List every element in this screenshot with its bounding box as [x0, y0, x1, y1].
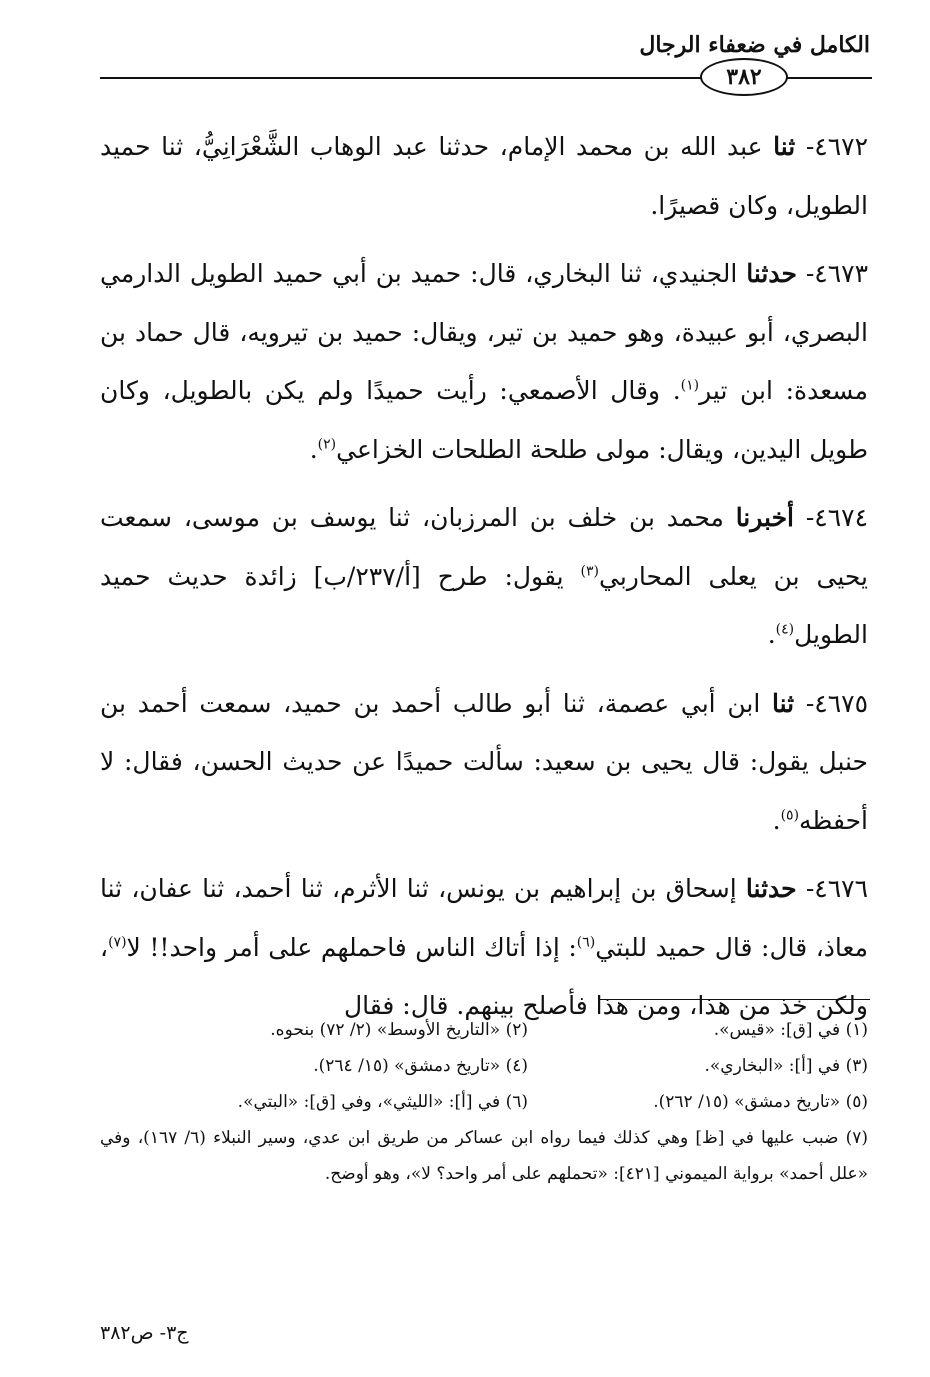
entry-number: ٤٦٧٤- — [805, 503, 868, 532]
footnote-ref: (٢) — [317, 436, 337, 453]
footnote-6: (٦) في [أ]: «الليثي»، وفي [ق]: «البتي». — [237, 1092, 528, 1112]
entry-lead-word: ثنا — [771, 688, 795, 718]
entry-4676 — [100, 860, 868, 1036]
entry-text: الجنيدي، ثنا البخاري، قال: حميد بن أبي حميد الطويل الدارمي البصري، أبو عبيدة، وهو حميد بن تير، ويقال: حميد بن تيرويه، قال حماد بن مسعدة: ابن تير — [100, 259, 868, 405]
footnote-row — [100, 1012, 868, 1048]
footnote-5: (٥) «تاريخ دمشق» (١٥/ ٢٦٢). — [653, 1092, 868, 1112]
footnote-4: (٤) «تاريخ دمشق» (١٥/ ٢٦٤). — [313, 1056, 528, 1076]
footnote-row — [100, 1048, 868, 1084]
entry-text: محمد بن خلف بن المرزبان، ثنا يوسف بن موسى، سمعت يحيى بن يعلى المحاربي — [100, 503, 869, 591]
footnote-row — [100, 1084, 868, 1120]
entry-text: ، ولكن خذ من هذا، ومن هذا فأصلح بينهم. قال: فقال — [100, 932, 868, 1020]
footnote-ref: (٣) — [580, 563, 599, 580]
entry-4674 — [100, 489, 868, 665]
main-text — [100, 118, 868, 1046]
entry-text: . وقال الأصمعي: رأيت حميدًا ولم يكن بالطويل، وكان طويل اليدين، ويقال: مولى طلحة الطلحات الخزاعي — [100, 376, 868, 464]
entry-text: . — [767, 620, 776, 649]
entry-number: ٤٦٧٥- — [805, 688, 868, 718]
footnote-7: (٧) ضبب عليها في [ظ] وهي كذلك فيما رواه ابن عساكر من طريق ابن عدي، وسير النبلاء (٦/ ١٦٧)، وفي «علل أحمد» برواية الميموني [٤٢١]: «تحملهم على أمر واحد؟ لا»، وهو أوضح. — [100, 1128, 868, 1184]
entry-lead-word: حدثنا — [745, 874, 797, 903]
footnote-ref: (٧) — [108, 934, 127, 951]
entry-number: ٤٦٧٦- — [805, 874, 868, 903]
footnote-1: (١) في [ق]: «قيس». — [713, 1020, 868, 1040]
entry-text: عبد الله بن محمد الإمام، حدثنا عبد الوهاب الشَّعْرَانِيُّ، ثنا حميد الطويل، وكان قصيرًا. — [100, 132, 868, 220]
running-title: الكامل في ضعفاء الرجال — [639, 32, 870, 58]
entry-lead-word: أخبرنا — [735, 503, 795, 532]
volume-page-signature: ج٣- ص٣٨٢ — [100, 1322, 189, 1344]
entry-text: إسحاق بن إبراهيم بن يونس، ثنا الأثرم، ثنا أحمد، ثنا عفان، ثنا معاذ، قال: قال حميد للبتي — [100, 874, 868, 962]
entry-lead-word: ثنا — [773, 132, 796, 161]
footnote-ref: (١) — [680, 377, 700, 394]
entry-text: . — [772, 805, 781, 835]
entry-text: يقول: طرح [أ/٢٣٧/ب] زائدة حديث حميد الطويل — [100, 561, 868, 649]
footnote-ref: (٦) — [576, 934, 596, 951]
footnotes — [100, 1012, 868, 1192]
entry-text: : إذا أتاك الناس فاحملهم على أمر واحد!! لا — [126, 932, 577, 962]
entry-4673 — [100, 245, 868, 479]
entry-text: . — [309, 434, 318, 464]
page-number: ٣٨٢ — [700, 58, 788, 96]
footnote-separator — [600, 999, 870, 1000]
footnote-3: (٣) في [أ]: «البخاري». — [704, 1056, 868, 1076]
footnote-ref: (٥) — [780, 807, 800, 824]
entry-lead-word: حدثنا — [746, 259, 797, 288]
entry-number: ٤٦٧٣- — [805, 259, 868, 288]
footnote-ref: (٤) — [775, 621, 795, 638]
entry-4672 — [100, 118, 868, 235]
footnote-2: (٢) «التاريخ الأوسط» (٢/ ٧٢) بنحوه. — [270, 1020, 528, 1040]
entry-4675 — [100, 675, 868, 851]
entry-text: ابن أبي عصمة، ثنا أبو طالب أحمد بن حميد، سمعت أحمد بن حنبل يقول: قال يحيى بن سعيد: سألت حميدًا عن حديث الحسن، فقال: لا أحفظه — [100, 688, 868, 835]
entry-number: ٤٦٧٢- — [805, 132, 868, 161]
